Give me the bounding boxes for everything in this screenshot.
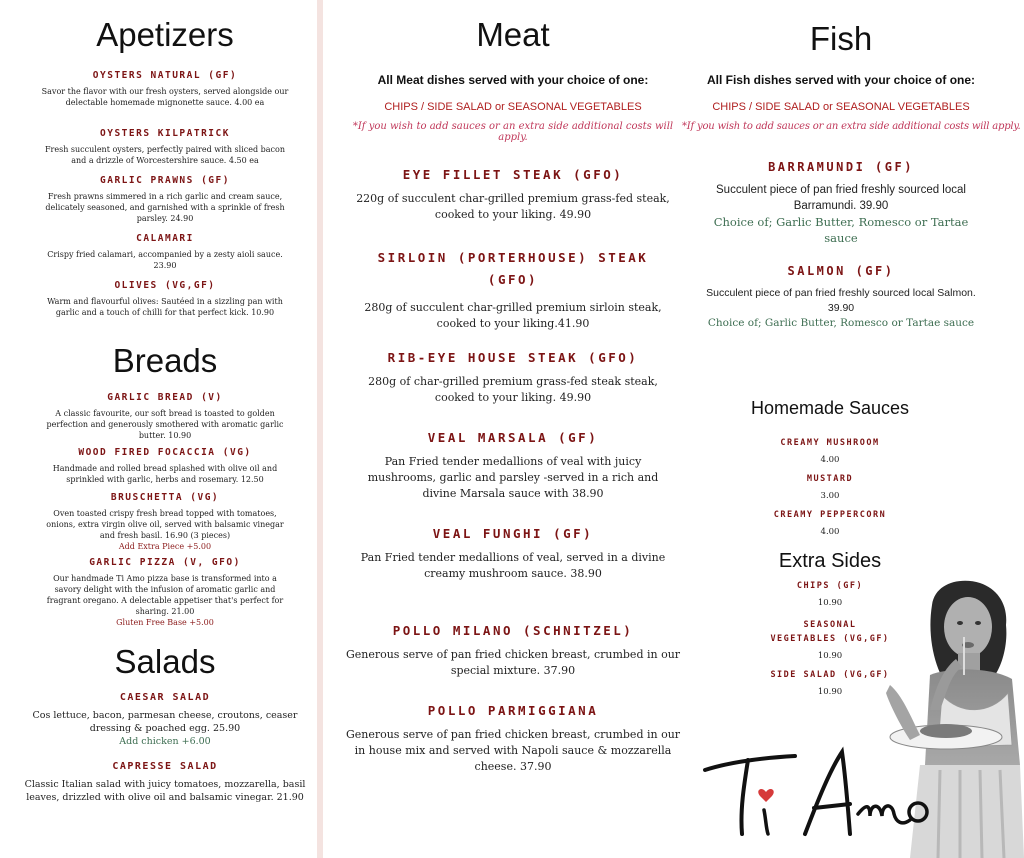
item-name: CHIPS (GF) (796, 581, 864, 591)
side-item (770, 618, 890, 661)
fish-title: Fish (809, 20, 873, 57)
item-desc: Pan Fried tender medallions of veal, served in a divine creamy mushroom sauce. 38.90 (360, 551, 666, 580)
item-name: VEAL FUNGHI (GF) (432, 526, 594, 541)
appetizers-title: Apetizers (96, 16, 234, 53)
menu-item (40, 492, 290, 552)
item-name: BRUSCHETTA (VG) (110, 492, 220, 503)
menu-item (343, 623, 683, 679)
item-name: GARLIC PRAWNS (GF) (100, 175, 230, 186)
item-desc: Oven toasted crispy fresh bread topped with tomatoes, onions, extra virgin olive oil, served with balsamic vinegar and fresh basil. 16.90 (3 pieces) (46, 509, 284, 540)
meat-intro: All Meat dishes served with your choice of one: (377, 73, 649, 87)
menu-item (40, 175, 290, 224)
item-desc: Succulent piece of pan fried freshly sourced local Salmon. 39.90 (706, 287, 976, 314)
item-name: SIRLOIN (PORTERHOUSE) STEAK (GFO) (377, 250, 649, 287)
item-extra: Choice of; Garlic Butter, Romesco or Tartae sauce (707, 317, 975, 329)
menu-item (40, 447, 290, 485)
sauce-item (750, 510, 910, 537)
item-name: SEASONAL VEGETABLES (VG,GF) (770, 620, 890, 644)
item-desc: Generous serve of pan fried chicken breast, crumbed in our in house mix and served with Napoli sauce & mozzarella cheese. 37.90 (345, 728, 681, 773)
item-name: BARRAMUNDI (GF) (768, 160, 914, 174)
item-desc: Succulent piece of pan fried freshly sourced local Barramundi. 39.90 (716, 184, 966, 212)
brand-logo (700, 730, 940, 840)
item-name: POLLO MILANO (SCHNITZEL) (392, 623, 634, 638)
item-desc: Our handmade Ti Amo pizza base is transformed into a savory delight with the infusion of aromatic garlic and fragrant oregano. A delectable appetiser that's perfect for sharing. 21.00 (46, 574, 284, 616)
item-name: CAPRESSE SALAD (112, 761, 218, 772)
fish-note: *If you wish to add sauces or an extra side additional costs will apply. (682, 121, 1021, 132)
item-name: POLLO PARMIGGIANA (427, 703, 599, 718)
item-name: GARLIC BREAD (V) (107, 392, 223, 403)
ti-amo-logo (700, 730, 940, 840)
item-desc: Savor the flavor with our fresh oysters, served alongside our delectable homemade mignonette sauce. 4.00 ea (41, 87, 289, 107)
item-name: CREAMY PEPPERCORN (773, 510, 887, 520)
item-desc: Generous serve of pan fried chicken breast, crumbed in our special mixture. 37.90 (345, 648, 681, 677)
item-name: OYSTERS KILPATRICK (100, 128, 230, 139)
item-name: WOOD FIRED FOCACCIA (VG) (78, 447, 252, 458)
item-name: MUSTARD (806, 474, 854, 484)
item-extra: Choice of; Garlic Butter, Romesco or Tartae sauce (713, 215, 969, 245)
item-price: 4.00 (820, 455, 840, 465)
item-name: GARLIC PIZZA (V, GFO) (89, 557, 241, 568)
menu-item (700, 264, 982, 330)
sauce-item (750, 474, 910, 501)
menu-item (40, 280, 290, 318)
item-desc: A classic favourite, our soft bread is toasted to golden perfection and generously smothered with aromatic garlic butter. 10.90 (46, 409, 284, 440)
menu-item (700, 160, 982, 246)
item-name: VEAL MARSALA (GF) (427, 430, 599, 445)
meat-note: *If you wish to add sauces or an extra side additional costs will apply. (352, 121, 674, 143)
menu-item (343, 703, 683, 775)
menu-item (353, 167, 673, 223)
item-price: 4.00 (820, 527, 840, 537)
item-name: CALAMARI (136, 233, 194, 244)
menu-item (353, 247, 673, 332)
item-name: OYSTERS NATURAL (GF) (92, 70, 238, 81)
item-price: 3.00 (820, 491, 840, 501)
item-desc: 280g of succulent char-grilled premium sirloin steak, cooked to your liking.41.90 (364, 301, 662, 330)
sauces-title: Homemade Sauces (750, 398, 910, 418)
item-name: CREAMY MUSHROOM (780, 438, 880, 448)
menu-item (353, 350, 673, 406)
item-desc: 280g of char-grilled premium grass-fed steak steak, cooked to your liking. 49.90 (368, 375, 658, 404)
menu-item (40, 70, 290, 108)
fish-options: CHIPS / SIDE SALAD or SEASONAL VEGETABLES (712, 101, 970, 113)
item-desc: Fresh prawns simmered in a rich garlic and cream sauce, delicately seasoned, and garnished with a sprinkle of fresh parsley. 24.90 (45, 192, 285, 223)
menu-item (20, 692, 310, 748)
item-desc: Warm and flavourful olives: Sautéed in a sizzling pan with garlic and a touch of chilli for that perfect kick. 10.90 (47, 297, 283, 317)
item-desc: Pan Fried tender medallions of veal with juicy mushrooms, garlic and parsley -served in a rich and divine Marsala sauce with 38.90 (367, 455, 659, 500)
meat-options: CHIPS / SIDE SALAD or SEASONAL VEGETABLES (384, 101, 642, 113)
menu-item (343, 526, 683, 582)
item-price: 10.90 (817, 687, 843, 697)
sauce-item (750, 438, 910, 465)
menu-item (353, 430, 673, 502)
item-price: 10.90 (817, 598, 843, 608)
item-desc: Handmade and rolled bread splashed with olive oil and sprinkled with garlic, herbs and rosemary. 12.50 (52, 464, 278, 484)
column-divider (317, 0, 323, 858)
heart-icon (758, 789, 773, 802)
item-price: 10.90 (817, 651, 843, 661)
meat-title: Meat (476, 16, 550, 53)
item-name: RIB-EYE HOUSE STEAK (GFO) (387, 350, 639, 365)
item-desc: Fresh succulent oysters, perfectly paired with sliced bacon and a drizzle of Worcestershire sauce. 4.50 ea (44, 145, 285, 165)
menu-item (40, 233, 290, 271)
sides-title: Extra Sides (778, 550, 882, 572)
item-extra: Add Extra Piece +5.00 (118, 542, 212, 551)
item-name: SIDE SALAD (VG,GF) (770, 670, 890, 680)
item-extra: Gluten Free Base +5.00 (116, 618, 214, 627)
item-name: SALMON (GF) (787, 264, 895, 278)
item-desc: 220g of succulent char-grilled premium grass-fed steak, cooked to your liking. 49.90 (356, 192, 670, 221)
item-name: CAESAR SALAD (119, 692, 211, 703)
breads-title: Breads (112, 342, 218, 379)
menu-item (40, 557, 290, 628)
menu-item (20, 761, 310, 804)
item-extra: Add chicken +6.00 (119, 736, 211, 747)
item-name: EYE FILLET STEAK (GFO) (402, 167, 624, 182)
item-desc: Classic Italian salad with juicy tomatoes, mozzarella, basil leaves, drizzled with olive oil and balsamic vinegar. 21.90 (24, 779, 306, 803)
fish-intro: All Fish dishes served with your choice of one: (706, 73, 976, 87)
menu-item (40, 128, 290, 166)
item-name: OLIVES (VG,GF) (114, 280, 216, 291)
salads-title: Salads (114, 643, 216, 680)
item-desc: Crispy fried calamari, accompanied by a zesty aioli sauce. 23.90 (47, 250, 283, 270)
item-desc: Cos lettuce, bacon, parmesan cheese, croutons, ceaser dressing & poached egg. 25.90 (32, 710, 298, 734)
menu-item (40, 392, 290, 441)
